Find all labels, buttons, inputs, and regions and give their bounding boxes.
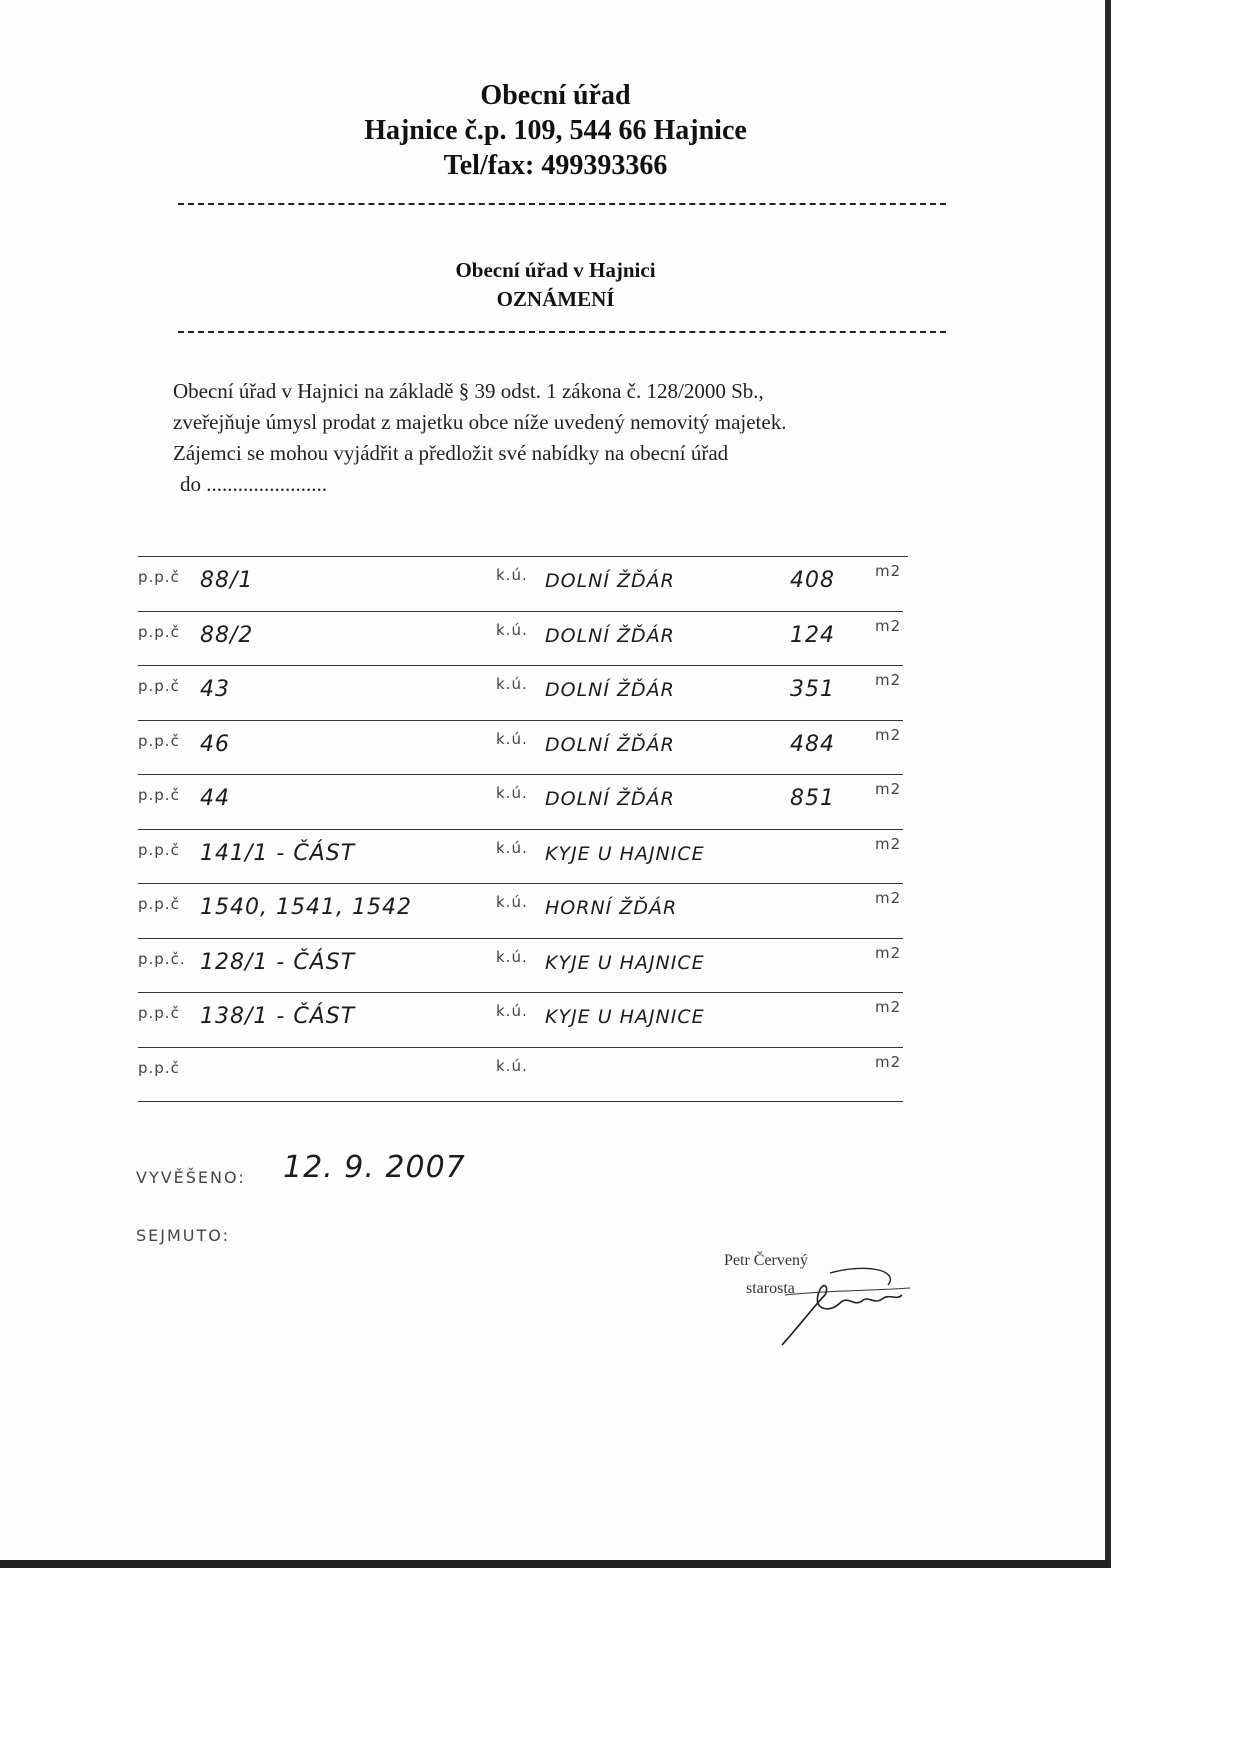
cadastre-name: KYJE U HAJNICE — [545, 1006, 705, 1028]
office-phone: Tel/fax: 499393366 — [443, 150, 668, 181]
area-unit: m2 — [875, 943, 902, 962]
table-rule — [138, 611, 903, 612]
cadastre-name: DOLNÍ ŽĎÁR — [545, 733, 675, 756]
area-unit: m2 — [875, 1052, 902, 1071]
ppc-label: p.p.č. — [138, 949, 186, 968]
parcel-number: 128/1 - ČÁST — [200, 949, 356, 975]
table-rule — [138, 720, 903, 721]
ppc-label: p.p.č — [138, 1004, 180, 1022]
area-value: 484 — [790, 731, 835, 757]
parcel-number: 88/1 — [200, 568, 254, 593]
cadastre-name: DOLNÍ ŽĎÁR — [545, 624, 675, 647]
table-rule — [138, 1101, 903, 1102]
body-line-1: Obecní úřad v Hajnici na základě § 39 odst. 1 zákona č. 128/2000 Sb., — [173, 379, 764, 403]
divider-top — [178, 203, 946, 205]
area-unit: m2 — [875, 616, 902, 635]
scan-bottom-edge — [0, 1560, 1111, 1568]
parcel-number: 46 — [200, 731, 230, 757]
area-unit: m2 — [875, 998, 902, 1016]
area-unit: m2 — [875, 780, 902, 798]
area-unit: m2 — [875, 834, 902, 853]
cadastre-name: DOLNÍ ŽĎÁR — [545, 679, 675, 701]
area-value: 124 — [790, 622, 835, 648]
divider-bottom — [178, 331, 946, 333]
area-unit: m2 — [875, 889, 902, 907]
office-address: Hajnice č.p. 109, 544 66 Hajnice — [364, 115, 747, 146]
parcel-number: 43 — [200, 677, 230, 702]
signatory-name: Petr Červený — [724, 1252, 808, 1269]
cadastre-name: DOLNÍ ŽĎÁR — [545, 570, 675, 592]
parcel-number: 141/1 - ČÁST — [200, 840, 356, 866]
table-rule — [138, 992, 903, 993]
body-line-4: do ....................... — [180, 472, 327, 496]
table-rule — [138, 829, 903, 830]
ppc-label: p.p.č — [138, 895, 180, 913]
ku-label: k.ú. — [496, 838, 528, 857]
ku-label: k.ú. — [496, 675, 528, 693]
ku-label: k.ú. — [496, 620, 528, 639]
cadastre-name: KYJE U HAJNICE — [545, 951, 705, 974]
ppc-label: p.p.č — [138, 677, 180, 695]
parcel-number: 138/1 - ČÁST — [200, 1004, 356, 1029]
table-rule — [138, 1047, 903, 1048]
area-unit: m2 — [875, 725, 902, 744]
table-rule — [138, 883, 903, 884]
parcel-number: 44 — [200, 786, 230, 811]
ku-label: k.ú. — [496, 1002, 528, 1020]
handwritten-signature — [770, 1255, 920, 1350]
signatory-role: starosta — [746, 1280, 795, 1297]
ppc-label: p.p.č — [138, 1058, 180, 1077]
ku-label: k.ú. — [496, 947, 528, 966]
table-rule — [138, 774, 903, 775]
ku-label: k.ú. — [496, 1056, 528, 1075]
table-rule — [138, 938, 903, 939]
ppc-label: p.p.č — [138, 786, 180, 804]
table-rule — [138, 665, 903, 666]
area-unit: m2 — [875, 671, 902, 689]
ku-label: k.ú. — [496, 784, 528, 802]
parcel-number: 1540, 1541, 1542 — [200, 895, 412, 920]
area-unit: m2 — [875, 562, 902, 580]
table-rule — [138, 556, 908, 557]
notice-title: OZNÁMENÍ — [496, 287, 615, 311]
cadastre-name: HORNÍ ŽĎÁR — [545, 897, 678, 919]
ku-label: k.ú. — [496, 729, 528, 748]
ppc-label: p.p.č — [138, 731, 180, 750]
parcel-number: 88/2 — [200, 622, 254, 648]
area-value: 851 — [790, 786, 835, 811]
notice-heading: Obecní úřad v Hajnici — [455, 258, 656, 282]
ku-label: k.ú. — [496, 566, 528, 584]
area-value: 351 — [790, 677, 835, 702]
body-line-2: zveřejňuje úmysl prodat z majetku obce níže uvedený nemovitý majetek. — [173, 410, 787, 434]
removed-label: SEJMUTO: — [136, 1226, 230, 1245]
area-value: 408 — [790, 568, 835, 593]
ppc-label: p.p.č — [138, 840, 180, 859]
posted-date: 12. 9. 2007 — [283, 1150, 466, 1185]
body-line-3: Zájemci se mohou vyjádřit a předložit své nabídky na obecní úřad — [173, 441, 729, 465]
cadastre-name: KYJE U HAJNICE — [545, 842, 705, 865]
posted-label: VYVĚŠENO: — [136, 1168, 246, 1187]
ppc-label: p.p.č — [138, 622, 180, 641]
cadastre-name: DOLNÍ ŽĎÁR — [545, 788, 675, 810]
scan-edge — [1105, 0, 1111, 1568]
office-name: Obecní úřad — [480, 80, 631, 111]
ppc-label: p.p.č — [138, 568, 180, 586]
ku-label: k.ú. — [496, 893, 528, 911]
